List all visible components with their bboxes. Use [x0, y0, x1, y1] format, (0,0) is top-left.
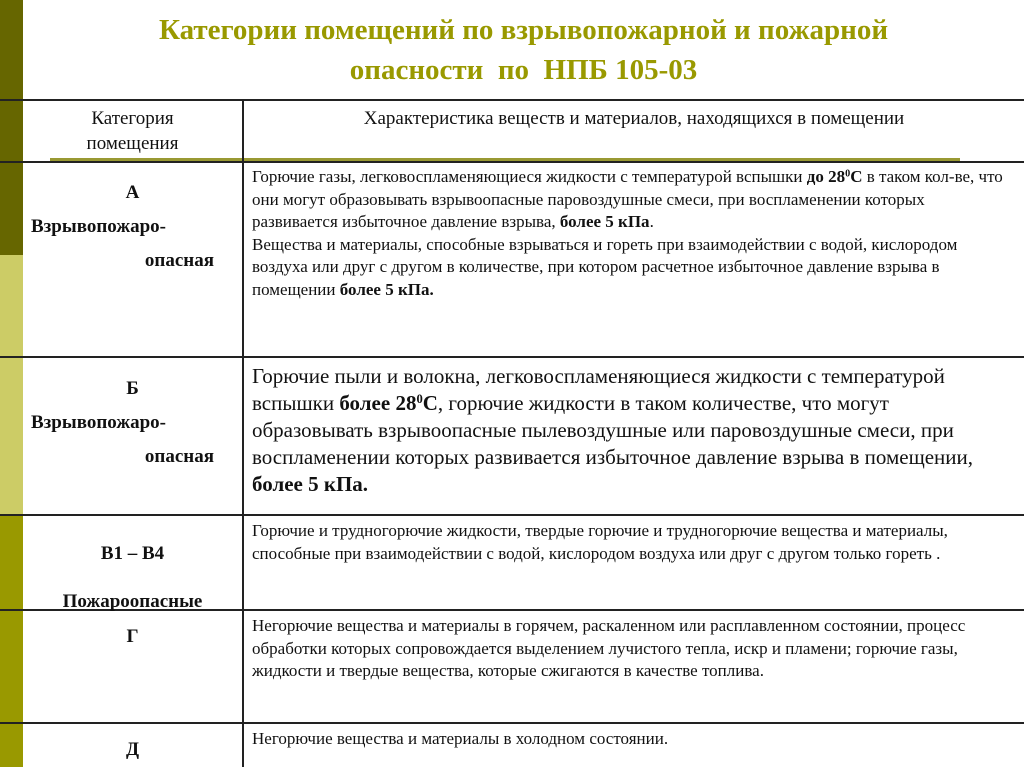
slide-title: [23, 10, 1024, 90]
desc-bold: более 5 кПа.: [339, 279, 434, 299]
category-name-line2: опасная: [144, 250, 214, 271]
desc-text: , горючие жидкости в таком количестве, что могут образовывать взрывоопасные пылевоздушные или паровоздушные смеси, при воспламенении которых развивается избыточное давление взрыва в помещении,: [252, 391, 974, 469]
desc-superscript: 0: [845, 168, 851, 180]
desc-text: Вещества и материалы, способные взрываться и гореть при взаимодействии с водой, кислородом воздуха или друг с другом в количестве, при котором расчетное избыточное давление взрыва в помещении: [252, 234, 958, 299]
row-divider: [0, 722, 1024, 724]
category-code: Г: [126, 626, 139, 647]
desc-bold: С: [850, 167, 863, 186]
category-code: Д: [125, 739, 140, 760]
category-cell-b: [23, 372, 242, 474]
header-category-line1: Категория: [91, 108, 174, 129]
header-category-line2: помещения: [86, 133, 179, 154]
header-bottom-border: [0, 161, 1024, 163]
header-category: [23, 106, 242, 156]
category-name-line1: Взрывопожаро-: [31, 412, 166, 433]
row-divider: [0, 514, 1024, 516]
category-code: А: [125, 182, 140, 203]
desc-bold: до 28: [806, 167, 846, 186]
desc-bold: более 5 кПа: [559, 212, 650, 231]
desc-text: в таком кол-ве, что они могут образовывать взрывоопасные паровоздушные смеси, при воспламенении которых развивается избыточное давление взрыва,: [252, 167, 1003, 231]
slide-title-line2: опасности по НПБ 105-03: [349, 54, 698, 86]
description-cell-b: [252, 363, 1012, 498]
category-name-line2: опасная: [144, 446, 214, 467]
desc-text: Горючие пыли и волокна, легковоспламеняющиеся жидкости с температурой вспышки: [252, 364, 945, 415]
desc-bold: более 5 кПа.: [252, 472, 369, 496]
category-name-line1: Взрывопожаро-: [31, 216, 166, 237]
description-cell-v: Горючие и трудногорючие жидкости, твердые горючие и трудногорючие вещества и материалы, способные при взаимодействии с водой, кислородом воздуха или друг с другом только гореть .: [252, 521, 948, 563]
header-description: Характеристика веществ и материалов, находящихся в помещении: [363, 108, 905, 129]
row-divider: [0, 356, 1024, 358]
category-cell-d: [23, 738, 242, 762]
description-cell-g: Негорючие вещества и материалы в горячем, раскаленном или расплавленном состоянии, процесс обработки которых сопровождается выделением лучистого тепла, искр и пламени; горючие газы, жидкости и твердые вещества, которые сжигаются в качестве топлива.: [252, 616, 966, 680]
decor-stripe-light: [0, 255, 23, 515]
description-cell-d: Негорючие вещества и материалы в холодном состоянии.: [252, 729, 669, 748]
category-code: В1 – В4: [100, 543, 165, 564]
category-cell-g: [23, 625, 242, 649]
decor-stripe-olive: [0, 515, 23, 767]
decor-stripe-dark: [0, 0, 23, 255]
desc-bold: более 28: [339, 391, 417, 415]
category-cell-v: [23, 530, 242, 626]
category-name-line1: Пожароопасные: [62, 591, 203, 612]
description-cell-a: [252, 166, 1012, 301]
desc-text: .: [649, 212, 654, 231]
table-top-border: [0, 99, 1024, 101]
slide-title-line1: Категории помещений по взрывопожарной и пожарной: [158, 14, 889, 46]
desc-superscript: 0: [416, 392, 423, 407]
desc-bold: С: [422, 391, 438, 415]
column-divider: [242, 100, 244, 767]
category-code: Б: [126, 378, 139, 399]
header-accent-line: [50, 158, 960, 161]
category-cell-a: [23, 176, 242, 278]
desc-text: Горючие газы, легковоспламеняющиеся жидкости с температурой вспышки: [252, 167, 807, 186]
